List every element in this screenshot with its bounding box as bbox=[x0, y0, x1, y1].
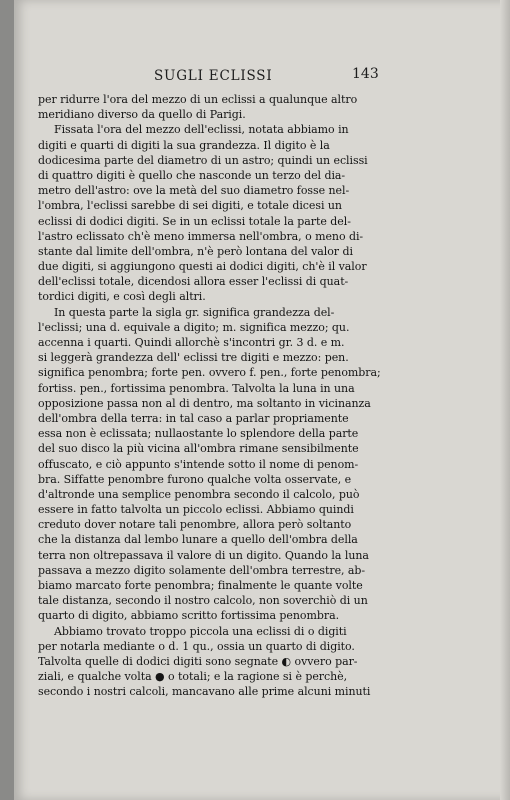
text-line: significa penombra; forte pen. ovvero f. pen., forte penombra; bbox=[38, 366, 381, 380]
text-line: essere in fatto talvolta un piccolo eclissi. Abbiamo quindi bbox=[38, 503, 354, 517]
text-line: In questa parte la sigla gr. significa grandezza del- bbox=[54, 305, 335, 319]
text-line: dell'eclissi totale, dicendosi allora esser l'eclissi di quat- bbox=[38, 275, 349, 289]
page-edge bbox=[500, 0, 510, 800]
running-title: SUGLI ECLISSI bbox=[154, 68, 273, 84]
text-line: ziali, e qualche volta ● o totali; e la ragione si è perchè, bbox=[38, 670, 348, 684]
text-line: dodicesima parte del diametro di un astro; quindi un eclissi bbox=[38, 153, 368, 167]
text-line: biamo marcato forte penombra; finalmente le quante volte bbox=[38, 579, 363, 592]
running-head bbox=[14, 64, 510, 86]
text-line: per ridurre l'ora del mezzo di un eclissi a qualunque altro bbox=[38, 93, 358, 106]
text-line: passava a mezzo digito solamente dell'ombra terrestre, ab- bbox=[38, 563, 366, 577]
text-line: quarto di digito, abbiamo scritto fortissima penombra. bbox=[38, 609, 340, 623]
text-line: due digiti, si aggiungono questi ai dodici digiti, ch'è il valor bbox=[38, 260, 367, 274]
text-line: creduto dover notare tali penombre, allora però soltanto bbox=[38, 518, 352, 532]
text-line: essa non è eclissata; nullaostante lo splendore della parte bbox=[38, 427, 359, 441]
text-line: tordici digiti, e così degli altri. bbox=[38, 290, 206, 304]
text-line: meridiano diverso da quello di Parigi. bbox=[38, 108, 246, 122]
text-line: opposizione passa non al di dentro, ma soltanto in vicinanza bbox=[38, 396, 371, 410]
text-line: l'eclissi; una d. equivale a digito; m. significa mezzo; qu. bbox=[38, 320, 350, 334]
text-line: dell'ombra della terra: in tal caso a parlar propriamente bbox=[38, 411, 349, 425]
body-text bbox=[38, 92, 382, 700]
text-line: eclissi di dodici digiti. Se in un eclissi totale la parte del- bbox=[38, 214, 351, 228]
text-line: che la distanza dal lembo lunare a quello dell'ombra della bbox=[38, 533, 358, 547]
text-line: secondo i nostri calcoli, mancavano alle prime alcuni minuti bbox=[38, 685, 371, 699]
text-line: Fissata l'ora del mezzo dell'eclissi, notata abbiamo in bbox=[54, 123, 349, 137]
text-line: Abbiamo trovato troppo piccola una eclissi di o digiti bbox=[54, 624, 347, 638]
text-line: d'altronde una semplice penombra secondo il calcolo, può bbox=[38, 487, 360, 501]
text-line: Talvolta quelle di dodici digiti sono segnate ◐ ovvero par- bbox=[38, 654, 358, 668]
text-line: terra non oltrepassava il valore di un digito. Quando la luna bbox=[38, 548, 369, 562]
text-line: offuscato, e ciò appunto s'intende sotto il nome di penom- bbox=[38, 457, 359, 471]
text-line: di quattro digiti è quello che nasconde un terzo del dia- bbox=[38, 168, 346, 182]
text-line: del suo disco la più vicina all'ombra rimane sensibilmente bbox=[38, 442, 359, 456]
book-page bbox=[14, 0, 510, 800]
text-line: l'ombra, l'eclissi sarebbe di sei digiti, e totale dicesi un bbox=[38, 199, 342, 213]
text-line: fortiss. pen., fortissima penombra. Talvolta la luna in una bbox=[38, 381, 355, 395]
text-line: bra. Siffatte penombre furono qualche volta osservate, e bbox=[38, 472, 352, 486]
page-number: 143 bbox=[352, 66, 379, 82]
text-line: per notarla mediante o d. 1 qu., ossia un quarto di digito. bbox=[38, 639, 355, 653]
text-line: digiti e quarti di digiti la sua grandezza. Il digito è la bbox=[38, 138, 330, 152]
text-line: tale distanza, secondo il nostro calcolo, non soverchiò di un bbox=[38, 594, 368, 608]
text-line: accenna i quarti. Quindi allorchè s'incontri gr. 3 d. e m. bbox=[38, 336, 345, 349]
text-line: l'astro eclissato ch'è meno immersa nell'ombra, o meno di- bbox=[38, 229, 364, 243]
text-line: metro dell'astro: ove la metà del suo diametro fosse nel- bbox=[38, 184, 350, 198]
text-line: si leggerà grandezza dell' eclissi tre digiti e mezzo: pen. bbox=[38, 351, 349, 365]
text-line: stante dal limite dell'ombra, n'è però lontana del valor di bbox=[38, 244, 353, 258]
